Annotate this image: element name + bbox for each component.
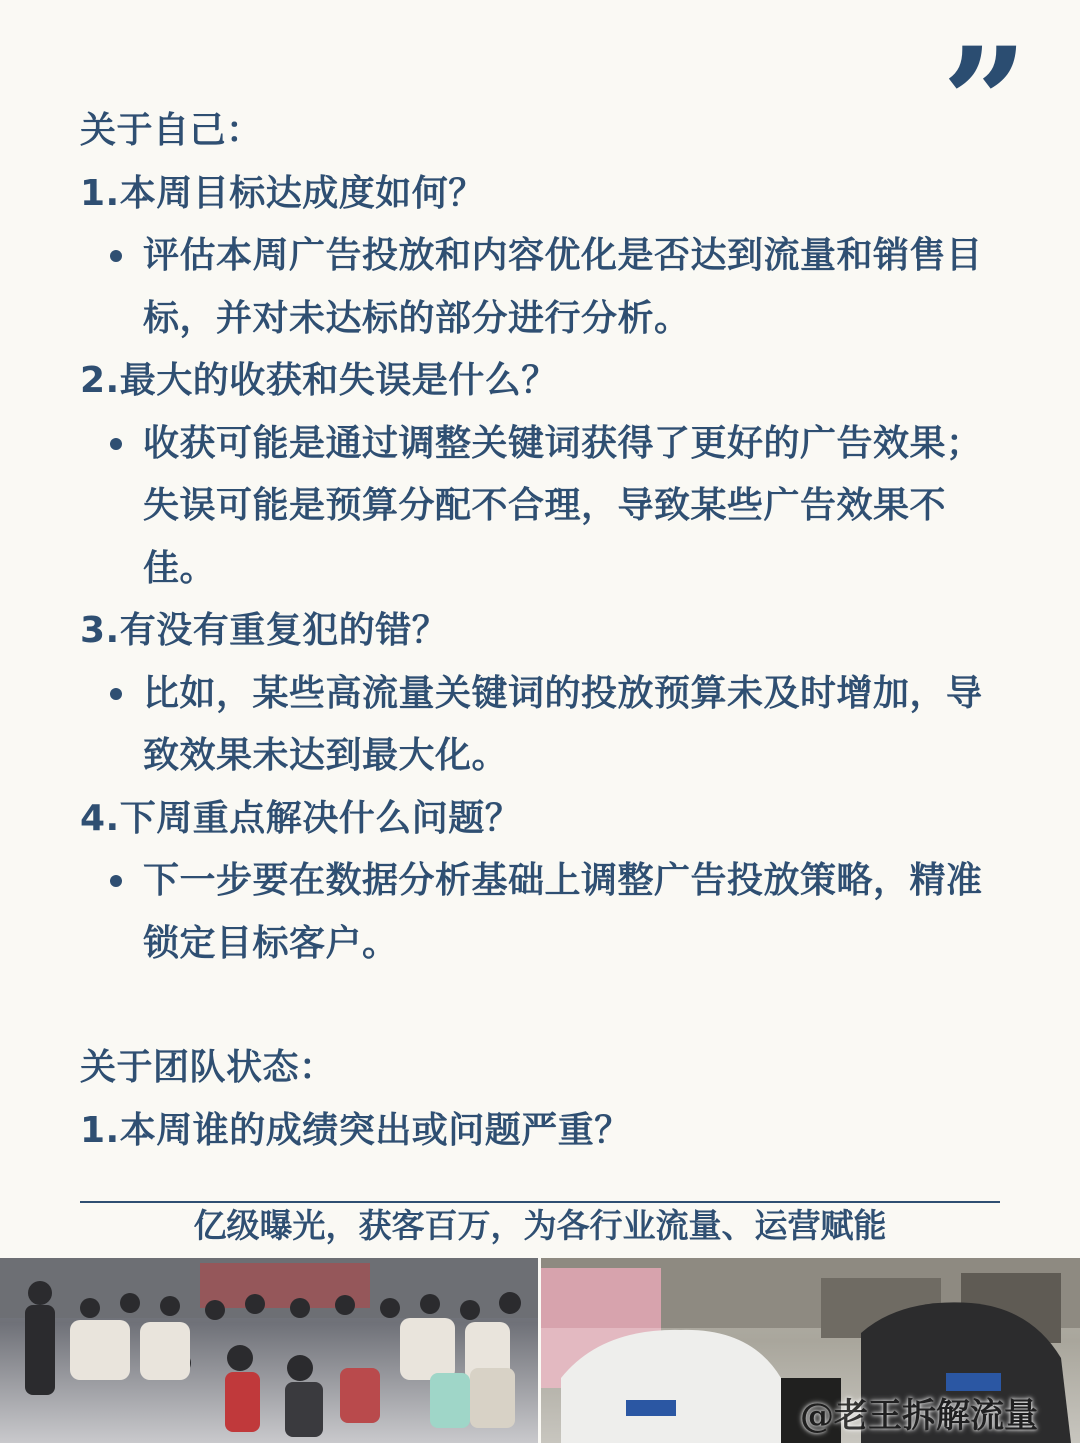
team-heading: 关于团队状态： bbox=[80, 1047, 336, 1088]
answer-3 bbox=[80, 663, 1010, 788]
team-group-photo-illustration bbox=[0, 1258, 538, 1443]
question-2: 2.最大的收获和失误是什么？ bbox=[80, 360, 558, 401]
section-gap bbox=[80, 975, 1010, 1037]
answer-line: 佳。 bbox=[143, 547, 217, 589]
answer-line: 锁定目标客户。 bbox=[143, 922, 399, 964]
question-3: 3.有没有重复犯的错？ bbox=[80, 610, 449, 651]
bullet-icon bbox=[110, 688, 122, 700]
answer-line: 致效果未达到最大化。 bbox=[143, 735, 509, 776]
watermark: @老王拆解流量 bbox=[800, 1396, 1038, 1436]
answer-line: 比如，某些高流量关键词的投放预算未及时增加，导 bbox=[143, 672, 983, 714]
answer-line: 评估本周广告投放和内容优化是否达到流量和销售目 bbox=[143, 235, 983, 276]
team-question-1: 1.本周谁的成绩突出或问题严重？ bbox=[80, 1109, 631, 1151]
answer-line: 下一步要在数据分析基础上调整广告投放策略，精准 bbox=[143, 860, 983, 901]
question-4: 4.下周重点解决什么问题？ bbox=[80, 797, 522, 839]
main-content bbox=[80, 100, 1010, 1162]
quote-icon: ” bbox=[941, 15, 1028, 191]
answer-4 bbox=[80, 850, 1010, 975]
footer-slogan: 亿级曝光，获客百万，为各行业流量、运营赋能 bbox=[193, 1206, 887, 1245]
answer-line: 标，并对未达标的部分进行分析。 bbox=[143, 297, 691, 339]
team-group-photo bbox=[0, 1258, 538, 1443]
answer-line: 失误可能是预算分配不合理，导致某些广告效果不 bbox=[143, 485, 947, 526]
answer-1 bbox=[80, 225, 1010, 350]
self-heading: 关于自己： bbox=[80, 110, 263, 151]
footer-photos bbox=[0, 1258, 1080, 1443]
bullet-icon bbox=[110, 250, 122, 262]
answer-2 bbox=[80, 413, 1010, 601]
answer-line: 收获可能是通过调整关键词获得了更好的广告效果； bbox=[143, 422, 983, 464]
question-1: 1.本周目标达成度如何？ bbox=[80, 172, 485, 214]
bullet-icon bbox=[110, 875, 122, 887]
bullet-icon bbox=[110, 438, 122, 450]
footer-divider bbox=[80, 1201, 1000, 1203]
